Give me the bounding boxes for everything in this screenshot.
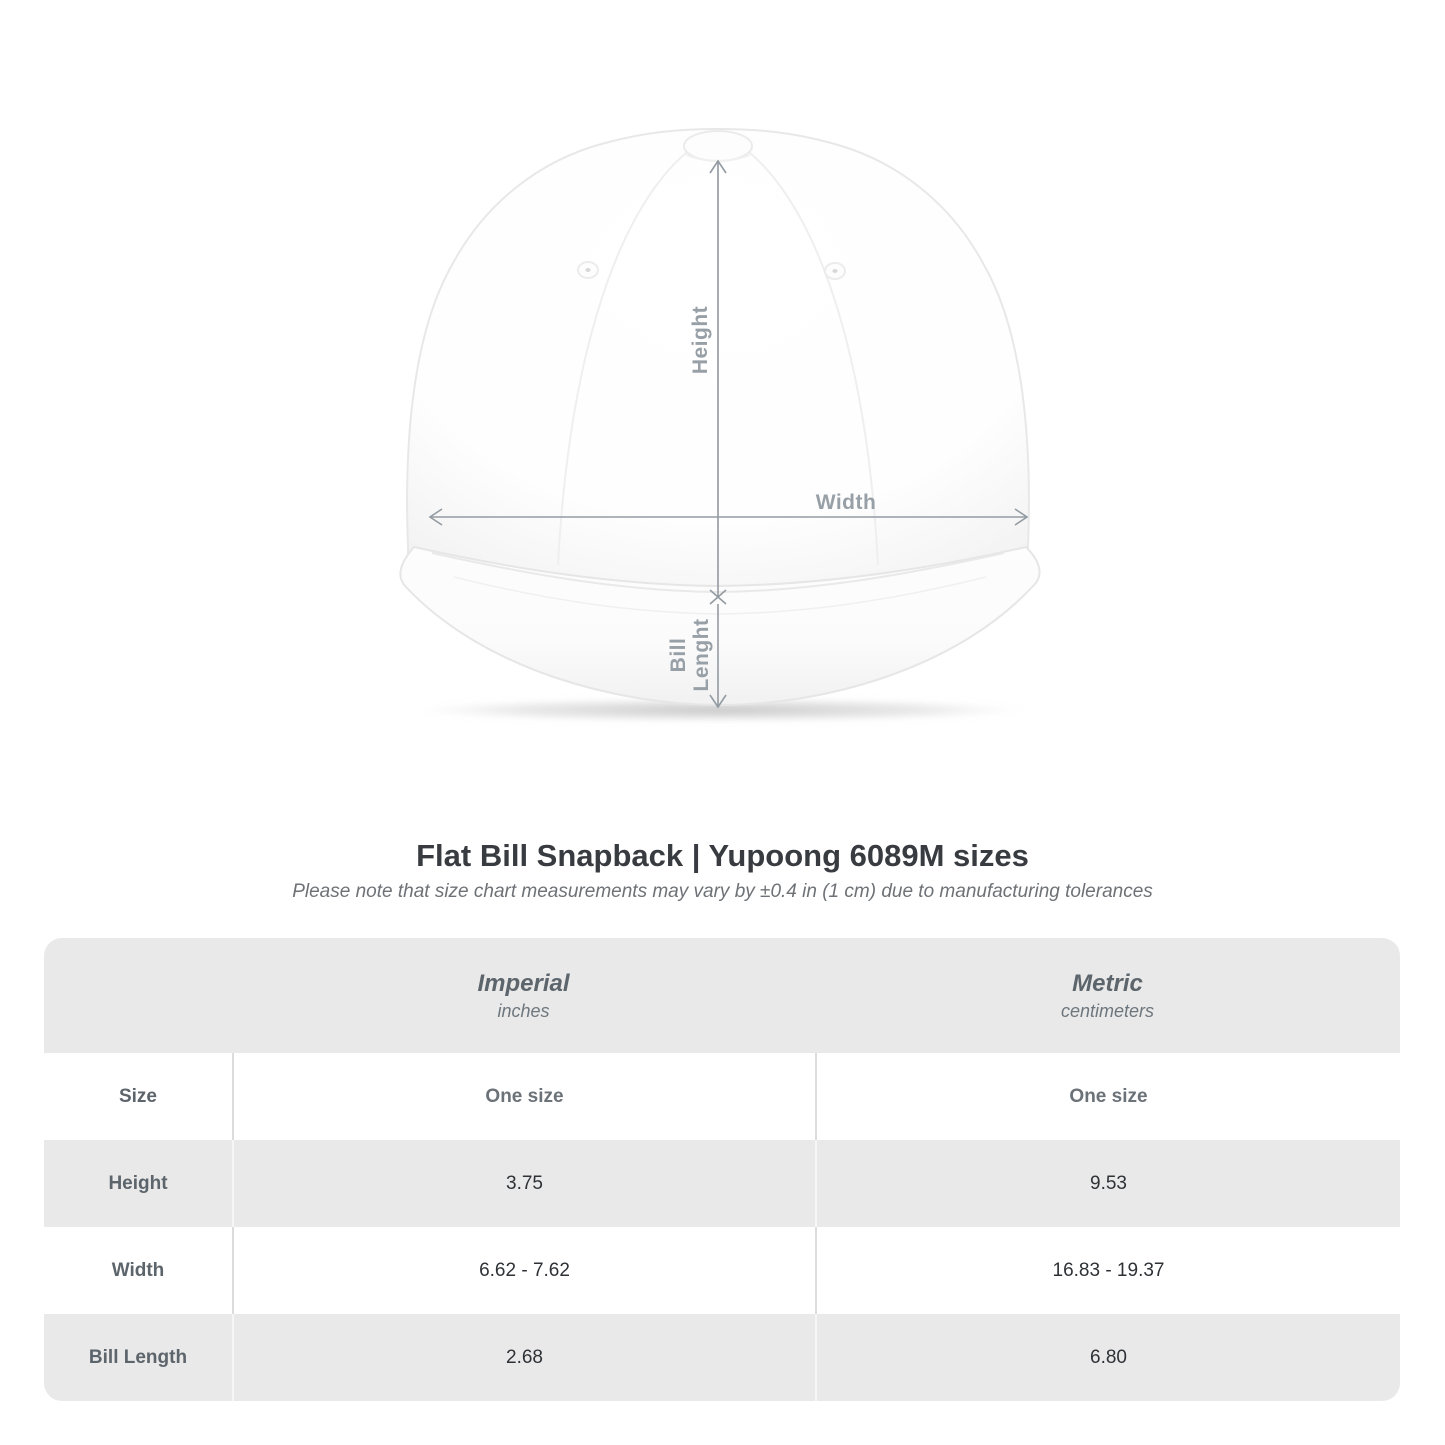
row-label: Width <box>111 1259 165 1281</box>
imperial-column-title: Imperial <box>477 969 570 997</box>
table-row-height <box>44 1140 1400 1227</box>
metric-column-unit: centimeters <box>1060 1000 1155 1021</box>
row-label: Height <box>108 1172 168 1194</box>
imperial-column-header <box>232 970 815 1022</box>
right-eyelet-icon <box>825 263 845 279</box>
imperial-value: 6.62 - 7.62 <box>232 1227 815 1314</box>
cap-top-button <box>684 131 752 161</box>
table-row-size <box>44 1053 1400 1140</box>
metric-value: 6.80 <box>815 1314 1400 1401</box>
snapback-cap-illustration <box>390 115 1050 727</box>
table-header-row <box>44 938 1400 1053</box>
size-chart-heading <box>0 838 1445 903</box>
page-title: Flat Bill Snapback | Yupoong 6089M sizes <box>416 838 1029 873</box>
table-row-width <box>44 1227 1400 1314</box>
width-dimension-label: Width <box>815 491 877 514</box>
left-eyelet-icon <box>578 262 598 278</box>
size-chart-table <box>44 938 1400 1401</box>
imperial-value: One size <box>232 1053 815 1140</box>
hat-size-diagram <box>390 115 1050 727</box>
metric-column-header <box>815 970 1400 1022</box>
row-label: Size <box>118 1085 158 1107</box>
row-label: Bill Length <box>88 1346 188 1368</box>
imperial-value: 3.75 <box>232 1140 815 1227</box>
metric-value: 16.83 - 19.37 <box>815 1227 1400 1314</box>
bill-length-dimension-label <box>667 619 713 692</box>
metric-column-title: Metric <box>1072 969 1143 997</box>
table-row-bill-length <box>44 1314 1400 1401</box>
height-dimension-label: Height <box>689 305 712 375</box>
metric-value: 9.53 <box>815 1140 1400 1227</box>
page-subtitle: Please note that size chart measurements may vary by ±0.4 in (1 cm) due to manufacturing tolerances <box>292 881 1153 902</box>
bill-length-label-line2: Lenght <box>690 618 713 692</box>
bill-length-label-line1: Bill <box>667 637 690 673</box>
metric-value: One size <box>815 1053 1400 1140</box>
imperial-column-unit: inches <box>497 1000 550 1021</box>
imperial-value: 2.68 <box>232 1314 815 1401</box>
